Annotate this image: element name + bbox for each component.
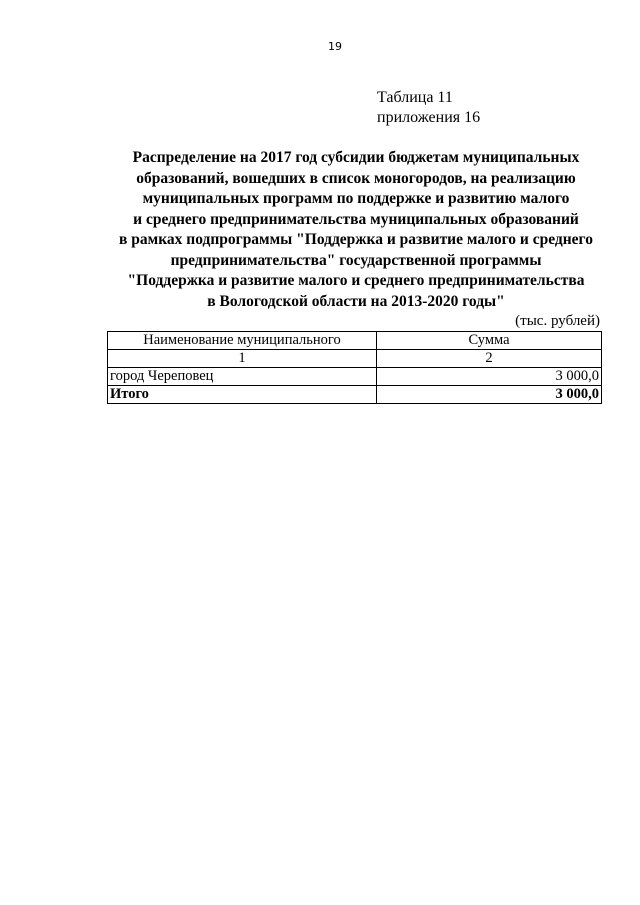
title-line: Распределение на 2017 год субсидии бюджетам муниципальных [132, 149, 580, 166]
page-number: 19 [328, 40, 342, 53]
total-amount: 3 000,0 [377, 386, 602, 404]
table-header-row [108, 332, 602, 350]
column-number-1: 1 [108, 350, 377, 368]
title-line: муниципальных программ по поддержке и развитию малого [142, 190, 570, 207]
table-number: Таблица 11 [377, 89, 453, 106]
title-line: образований, вошедших в список моногородов, на реализацию [136, 169, 576, 187]
title-line: "Поддержка и развитие малого и среднего предпринимательства [127, 272, 585, 289]
appendix-number: приложения 16 [377, 109, 481, 126]
title-line: предпринимательства" государственной программы [170, 251, 542, 269]
header-municipality: Наименование муниципального [108, 332, 377, 350]
header-amount: Сумма [377, 332, 602, 350]
total-label: Итого [108, 386, 377, 404]
column-number-row [108, 350, 602, 368]
title-line: и среднего предпринимательства муниципальных образований [133, 210, 579, 228]
row-municipality: город Череповец [108, 368, 377, 386]
title-line: в рамках подпрограммы "Поддержка и развитие малого и среднего [119, 231, 593, 248]
table-row [108, 368, 602, 386]
subsidy-table [107, 331, 602, 404]
table-reference [377, 88, 480, 128]
title-line: в Вологодской области на 2013-2020 годы" [207, 292, 505, 310]
column-number-2: 2 [377, 350, 602, 368]
row-amount: 3 000,0 [377, 368, 602, 386]
units-label: (тыс. рублей) [515, 313, 600, 329]
total-row [108, 386, 602, 404]
document-title [100, 148, 612, 312]
